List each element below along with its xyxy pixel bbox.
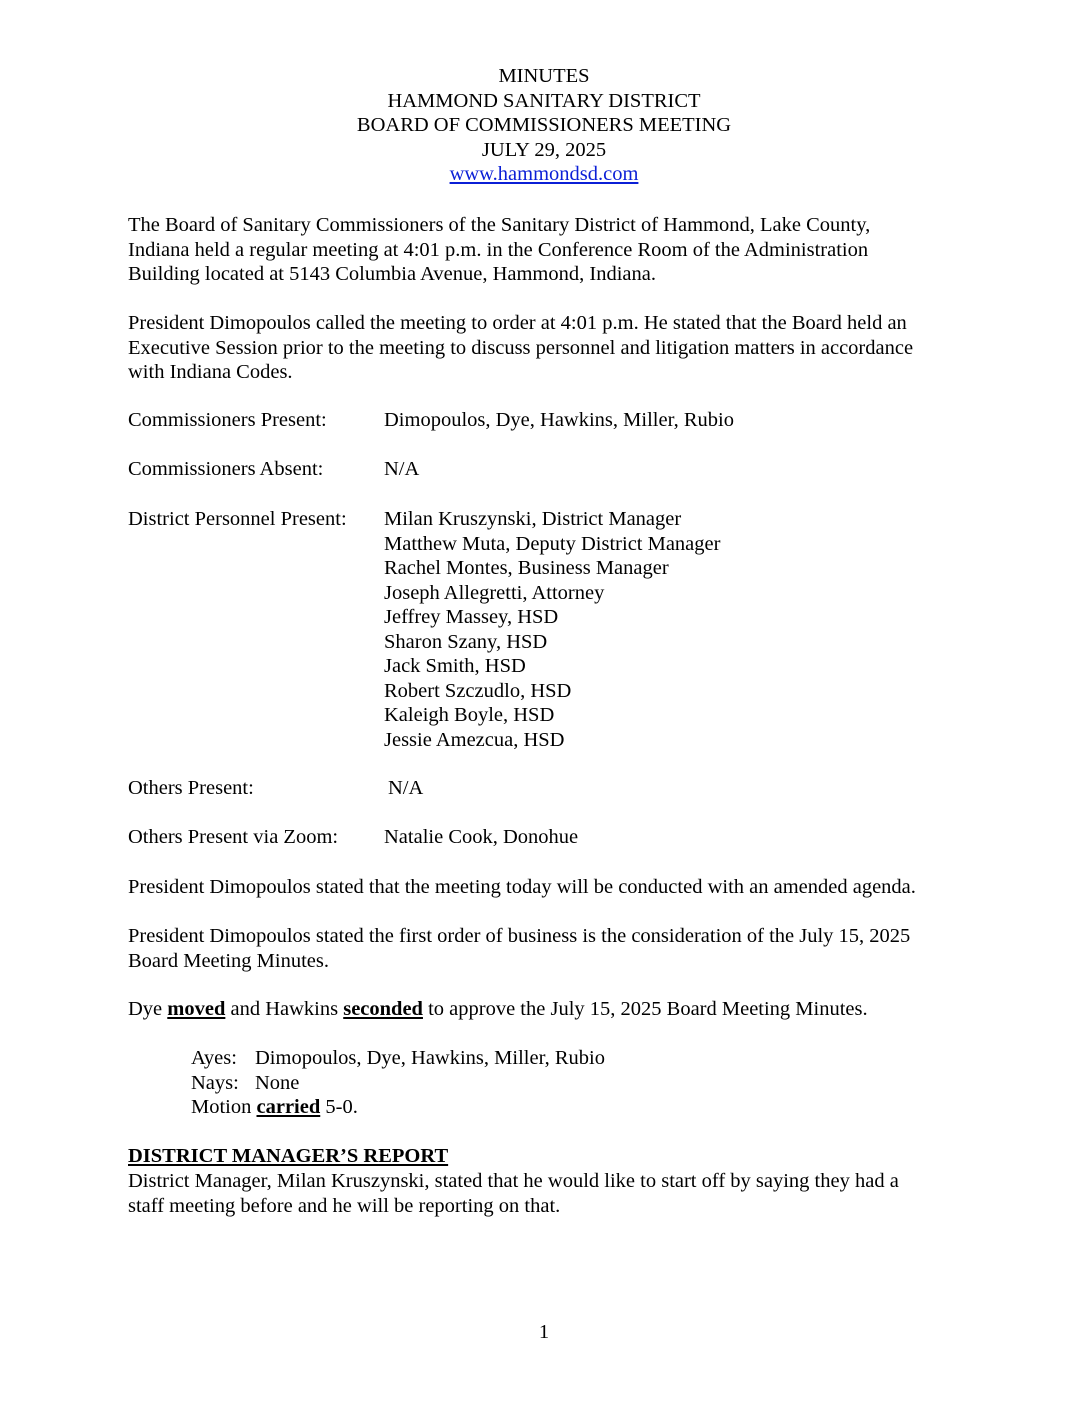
commissioners-absent-label: Commissioners Absent: bbox=[128, 458, 324, 480]
intro-line: Building located at 5143 Columbia Avenue, Hammond, Indiana. bbox=[128, 263, 656, 285]
personnel-item: Milan Kruszynski, District Manager bbox=[384, 508, 682, 530]
personnel-item: Joseph Allegretti, Attorney bbox=[384, 581, 605, 604]
personnel-item: Sharon Szany, HSD bbox=[384, 630, 548, 653]
motion-and: and Hawkins bbox=[230, 998, 339, 1020]
vote-result: 5-0. bbox=[325, 1096, 358, 1118]
intro-line: Indiana held a regular meeting at 4:01 p.m. in the Conference Room of the Administration bbox=[128, 238, 869, 261]
call-to-order-paragraph bbox=[128, 311, 958, 385]
zoom-attendees-label: Others Present via Zoom: bbox=[128, 826, 339, 848]
header-organization: HAMMOND SANITARY DISTRICT bbox=[387, 89, 701, 112]
personnel-label: District Personnel Present: bbox=[128, 508, 347, 530]
district-manager-report-heading: DISTRICT MANAGER’S REPORT bbox=[128, 1145, 449, 1167]
personnel-item: Matthew Muta, Deputy District Manager bbox=[384, 532, 721, 555]
personnel-item: Jeffrey Massey, HSD bbox=[384, 606, 559, 628]
motion-word: Motion bbox=[191, 1096, 252, 1118]
personnel-item: Kaleigh Boyle, HSD bbox=[384, 704, 555, 726]
ayes-label: Ayes: bbox=[191, 1047, 237, 1069]
amended-agenda-paragraph bbox=[128, 875, 958, 900]
carried-word: carried bbox=[256, 1096, 321, 1118]
ayes-value: Dimopoulos, Dye, Hawkins, Miller, Rubio bbox=[255, 1047, 605, 1069]
call-to-order-line: with Indiana Codes. bbox=[128, 361, 293, 383]
header-meeting: BOARD OF COMMISSIONERS MEETING bbox=[356, 114, 732, 136]
commissioners-present-value: Dimopoulos, Dye, Hawkins, Miller, Rubio bbox=[384, 409, 734, 431]
nays-value: None bbox=[255, 1071, 300, 1094]
zoom-attendees-value: Natalie Cook, Donohue bbox=[384, 826, 579, 848]
personnel-list bbox=[384, 507, 720, 752]
personnel-item: Jack Smith, HSD bbox=[384, 655, 526, 677]
vote-block bbox=[191, 1046, 605, 1120]
motion-paragraph bbox=[128, 997, 958, 1022]
call-to-order-line: President Dimopoulos called the meeting to order at 4:01 p.m. He stated that the Board held an bbox=[128, 312, 907, 334]
website-link[interactable]: www.hammondsd.com bbox=[449, 163, 639, 185]
motion-mover: Dye bbox=[128, 998, 163, 1020]
moved-word: moved bbox=[167, 998, 226, 1020]
header-date: JULY 29, 2025 bbox=[481, 138, 607, 161]
personnel-item: Rachel Montes, Business Manager bbox=[384, 557, 669, 579]
minutes-header bbox=[0, 64, 1088, 187]
header-title: MINUTES bbox=[498, 65, 590, 87]
district-manager-report-paragraph bbox=[128, 1169, 958, 1218]
intro-paragraph bbox=[128, 213, 958, 287]
others-present-label: Others Present: bbox=[128, 777, 254, 799]
seconded-word: seconded bbox=[343, 998, 423, 1020]
report-line: staff meeting before and he will be reporting on that. bbox=[128, 1194, 561, 1217]
report-line: District Manager, Milan Kruszynski, stated that he would like to start off by saying they had a bbox=[128, 1170, 899, 1192]
first-order-line: Board Meeting Minutes. bbox=[128, 949, 329, 972]
others-present-value: N/A bbox=[388, 777, 424, 799]
first-order-line: President Dimopoulos stated the first order of business is the consideration of the July 15, 2025 bbox=[128, 925, 911, 947]
personnel-item: Robert Szczudlo, HSD bbox=[384, 679, 572, 702]
intro-line: The Board of Sanitary Commissioners of the Sanitary District of Hammond, Lake County, bbox=[128, 214, 871, 236]
first-order-paragraph bbox=[128, 924, 958, 973]
page-number: 1 bbox=[538, 1321, 550, 1343]
nays-label: Nays: bbox=[191, 1071, 239, 1094]
commissioners-absent-value: N/A bbox=[384, 458, 420, 480]
amended-agenda-line: President Dimopoulos stated that the meeting today will be conducted with an amended agenda. bbox=[128, 876, 916, 898]
motion-rest: to approve the July 15, 2025 Board Meeting Minutes. bbox=[428, 998, 868, 1020]
personnel-item: Jessie Amezcua, HSD bbox=[384, 728, 565, 751]
commissioners-present-label: Commissioners Present: bbox=[128, 409, 327, 431]
call-to-order-line: Executive Session prior to the meeting to discuss personnel and litigation matters in accordance bbox=[128, 336, 914, 359]
